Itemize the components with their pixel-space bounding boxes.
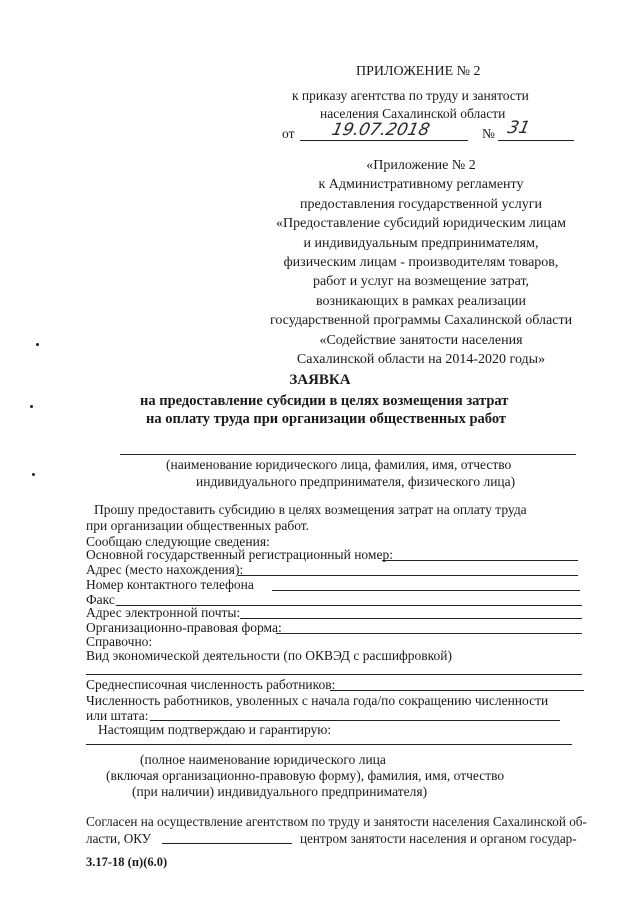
full-name-field[interactable]	[86, 744, 572, 745]
margin-mark	[32, 473, 35, 476]
confirm-text: Настоящим подтверждаю и гарантирую:	[98, 722, 332, 737]
consent-line2-end: центром занятости населения и органом государ-	[300, 831, 577, 846]
name-caption-line2: (включая организационно-правовую форму), фамилия, имя, отчество	[106, 768, 505, 783]
request-text-line2: при организации общественных работ.	[86, 518, 310, 533]
form-subtitle-line2: на оплату труда при организации общественных работ	[146, 411, 507, 427]
margin-mark	[36, 343, 39, 346]
margin-mark	[30, 405, 33, 408]
regulation-line: «Предоставление субсидий юридическим лицам	[275, 216, 566, 232]
ogrn-label: Основной государственный регистрационный номер:	[86, 547, 393, 562]
handwritten-date: 19.07.2018	[329, 120, 432, 140]
dismissed-field[interactable]	[150, 720, 560, 721]
okved-field[interactable]	[86, 674, 582, 675]
appendix-title: ПРИЛОЖЕНИЕ № 2	[356, 64, 481, 79]
info-intro: Сообщаю следующие сведения:	[86, 534, 270, 549]
consent-line2-start: ласти, ОКУ	[86, 831, 152, 846]
avg-staff-label: Среднесписочная численность работников:	[86, 677, 336, 692]
legal-form-field[interactable]	[276, 633, 582, 634]
phone-label: Номер контактного телефона	[86, 577, 254, 592]
okou-field[interactable]	[162, 843, 292, 844]
regulation-line: предоставления государственной услуги	[300, 196, 542, 212]
avg-staff-field[interactable]	[330, 690, 584, 691]
regulation-line: «Приложение № 2	[366, 158, 476, 173]
reference-label: Справочно:	[86, 634, 153, 649]
name-caption-line1: (полное наименование юридического лица	[140, 752, 386, 767]
order-reference: к приказу агентства по труду и занятости	[292, 88, 529, 103]
regulation-line: государственной программы Сахалинской области	[269, 313, 573, 329]
name-caption-line3: (при наличии) индивидуального предпринимателя)	[132, 784, 428, 799]
regulation-line: «Содействие занятости населения	[319, 332, 523, 348]
regulation-block	[236, 156, 606, 369]
legal-form-label: Организационно-правовая форма:	[86, 620, 282, 635]
number-line	[498, 140, 574, 141]
regulation-line: к Административному регламенту	[318, 177, 524, 193]
regulation-line: работ и услуг на возмещение затрат,	[312, 274, 530, 290]
date-line	[300, 140, 468, 141]
ogrn-field[interactable]	[382, 560, 578, 561]
address-field[interactable]	[238, 575, 578, 576]
number-label: №	[482, 126, 495, 141]
consent-line1: Согласен на осуществление агентством по труду и занятости населения Сахалинской об-	[86, 814, 587, 829]
okved-label: Вид экономической деятельности (по ОКВЭД с расшифровкой)	[86, 648, 453, 663]
form-subtitle-line1: на предоставление субсидии в целях возмещения затрат	[140, 393, 509, 409]
dismissed-label-line1: Численность работников, уволенных с начала года/по сокращению численности	[86, 693, 549, 708]
handwritten-number: 31	[505, 118, 532, 138]
email-field[interactable]	[240, 618, 582, 619]
request-text-line1: Прошу предоставить субсидию в целях возмещения затрат на оплату труда	[94, 502, 527, 517]
dismissed-label-line2: или штата:	[86, 708, 149, 723]
applicant-caption-line1: (наименование юридического лица, фамилия, имя, отчество	[166, 457, 512, 472]
phone-field[interactable]	[272, 590, 580, 591]
document-code: 3.17-18 (п)(6.0)	[86, 855, 168, 869]
regulation-line: и индивидуальным предпринимателям,	[303, 235, 539, 251]
email-label: Адрес электронной почты:	[86, 605, 241, 620]
regulation-line: возникающих в рамках реализации	[316, 293, 526, 309]
fax-label: Факс	[86, 592, 115, 607]
order-population: населения Сахалинской области	[320, 106, 506, 121]
applicant-caption-line2: индивидуального предпринимателя, физического лица)	[196, 474, 516, 489]
regulation-line: физическим лицам - производителям товаров,	[283, 255, 559, 271]
regulation-line: Сахалинской области на 2014-2020 годы»	[296, 352, 546, 368]
address-label: Адрес (место нахождения):	[86, 562, 244, 577]
form-title: ЗАЯВКА	[289, 372, 351, 388]
from-label: от	[282, 126, 295, 141]
applicant-name-field[interactable]	[120, 454, 576, 455]
